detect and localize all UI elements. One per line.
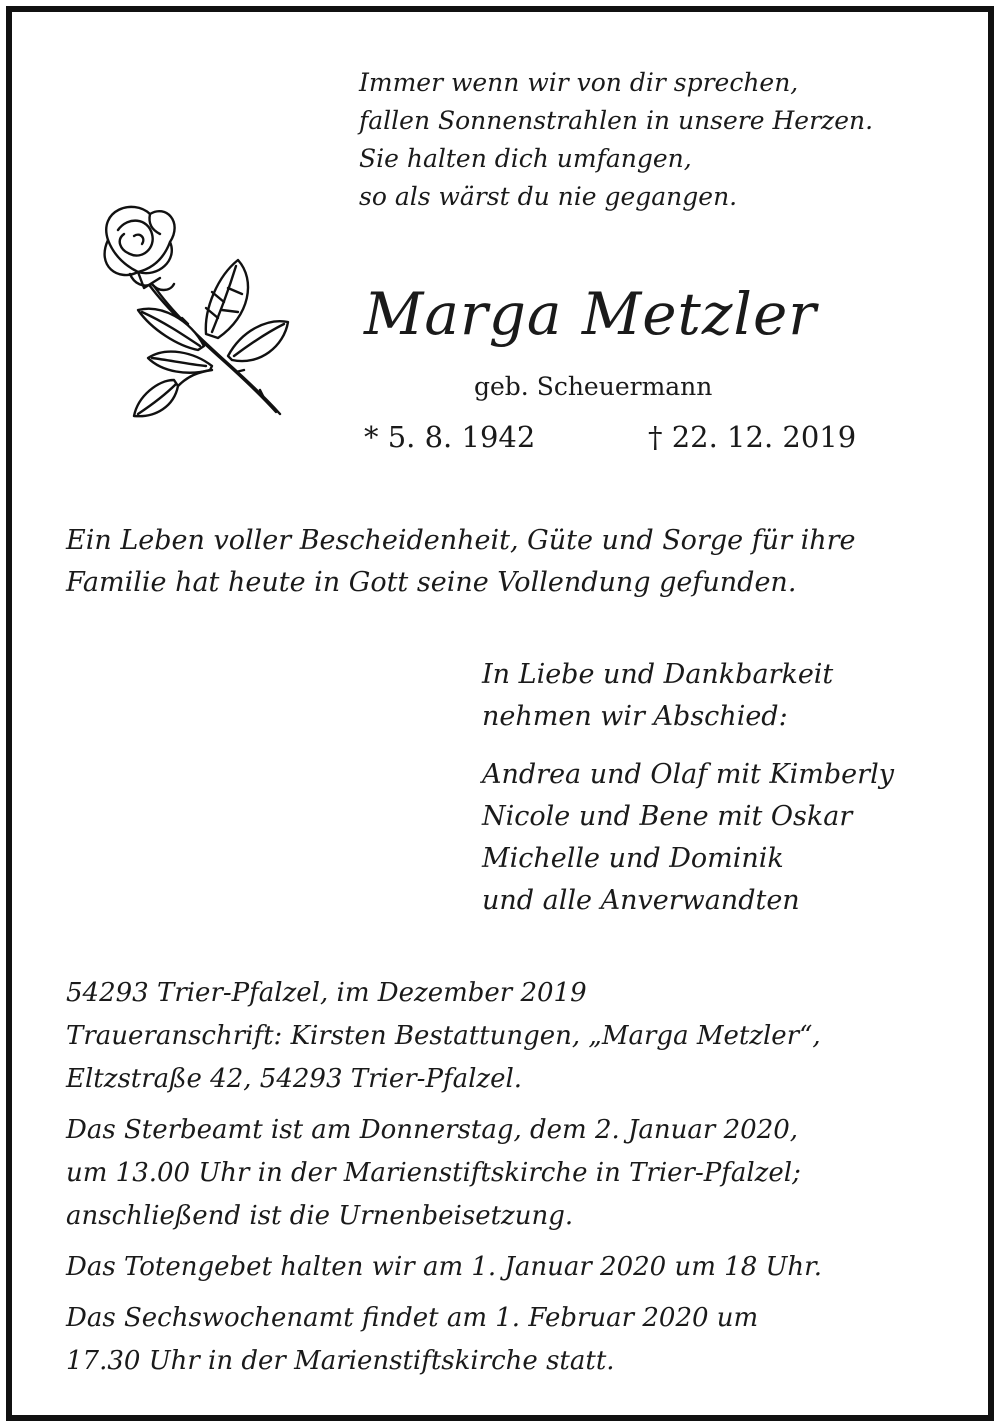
poem-line: so als wärst du nie gegangen.	[359, 182, 738, 211]
tribute	[66, 520, 855, 604]
obituary-frame	[6, 6, 994, 1421]
farewell-line: In Liebe und Dankbarkeit	[482, 659, 834, 690]
mass-block	[66, 1109, 822, 1238]
tribute-line: Ein Leben voller Bescheidenheit, Güte und Sorge für ihre	[66, 525, 856, 556]
mass-line: um 13.00 Uhr in der Marienstiftskirche in Trier-Pfalzel;	[66, 1158, 801, 1188]
mourner: Michelle und Dominik	[482, 843, 784, 874]
address-line: Eltzstraße 42, 54293 Trier-Pfalzel.	[66, 1064, 523, 1094]
poem	[359, 64, 873, 216]
life-dates	[364, 420, 857, 454]
address-line: Traueranschrift: Kirsten Bestattungen, „Marga Metzler“,	[66, 1021, 821, 1051]
service-info	[66, 972, 822, 1391]
mourner: und alle Anverwandten	[482, 885, 800, 916]
prayer-block: Das Totengebet halten wir am 1. Januar 2020 um 18 Uhr.	[66, 1252, 822, 1282]
mourner: Andrea und Olaf mit Kimberly	[482, 759, 894, 790]
six-weeks-block	[66, 1297, 822, 1383]
mourners-list	[482, 754, 894, 922]
poem-line: Immer wenn wir von dir sprechen,	[359, 68, 799, 97]
birth-date: * 5. 8. 1942	[364, 420, 536, 454]
farewell-line: nehmen wir Abschied:	[482, 701, 788, 732]
mass-line: Das Sterbeamt ist am Donnerstag, dem 2. Januar 2020,	[66, 1115, 799, 1145]
six-weeks-line: 17.30 Uhr in der Marienstiftskirche statt.	[66, 1346, 615, 1376]
born-name: geb. Scheuermann	[474, 372, 713, 401]
six-weeks-line: Das Sechswochenamt findet am 1. Februar 2020 um	[66, 1303, 759, 1333]
death-date: † 22. 12. 2019	[648, 420, 857, 454]
tribute-line: Familie hat heute in Gott seine Vollendung gefunden.	[66, 567, 797, 598]
farewell	[482, 654, 833, 738]
address-line: 54293 Trier-Pfalzel, im Dezember 2019	[66, 978, 587, 1008]
poem-line: fallen Sonnenstrahlen in unsere Herzen.	[359, 106, 874, 135]
mourner: Nicole und Bene mit Oskar	[482, 801, 853, 832]
rose-icon	[78, 200, 298, 430]
poem-line: Sie halten dich umfangen,	[359, 144, 692, 173]
address-block	[66, 972, 822, 1101]
deceased-name: Marga Metzler	[364, 280, 818, 348]
mass-line: anschließend ist die Urnenbeisetzung.	[66, 1201, 574, 1231]
